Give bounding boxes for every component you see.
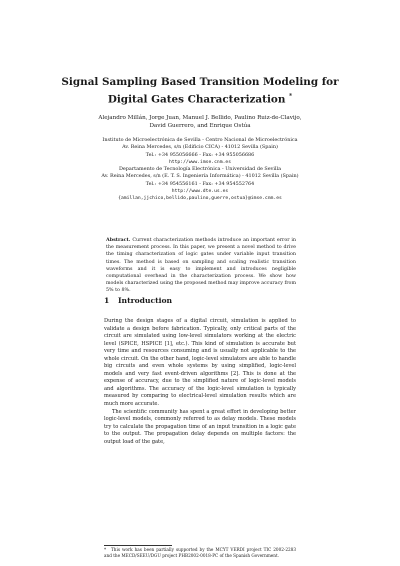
affiliations [40,137,360,203]
affiliation-url: http://www.imse.cnm.es [168,159,232,165]
footnote-text: This work has been partially supported by the MCYT VERDI project TIC 2002-2283 and the MECD/SEEU/DGU project PHB2002-0018-PC of the Spanish Government. [104,547,296,558]
affiliation-line: Departamento de Tecnología Electrónica - Universidad de Sevilla [118,166,282,173]
affiliation-url: http://www.dte.us.es [171,189,229,195]
abstract-label: Abstract. [106,237,131,243]
footnote-rule [104,545,172,546]
authors-line-1: Alejandro Millán, Jorge Juan, Manuel J. Bellido, Paulino Ruiz-de-Clavijo, [98,115,302,121]
author-list [40,115,360,130]
affiliation-line: Instituto de Microelectrónica de Sevilla - Centro Nacional de Microelectrónica [102,137,298,143]
affiliation-line: Av. Reina Mercedes, s/n (Edificio CICA) - 41012 Sevilla (Spain) [122,144,278,151]
section-number: 1 [104,296,110,305]
author-emails: {amillan,jjchico,bellido,paulino,guerre,ostua}@imse.cnm.es [118,196,282,202]
section-title: Introduction [118,296,173,305]
title-line-2-text: Digital Gates Characterization [107,92,286,105]
footnote [104,547,296,559]
footnote-mark: * [104,547,107,552]
abstract [106,237,296,295]
paper-title [60,76,340,106]
affiliation-line: Av. Reina Mercedes, s/n (E. T. S. Ingeniería Informática) - 41012 Sevilla (Spain) [101,173,299,180]
body-paragraph: The scientific community has spent a great effort in developing better logic-level models, commonly referred to as delay models. These models try to calculate the propagation time of an input transition in a logic gate to the output. The propagation delay depends on multiple factors: the output load of the gate, [104,408,296,445]
affiliation-line: Tel.: +34 955056666 - Fax: +34 955056686 [145,151,255,158]
authors-line-2: David Guerrero, and Enrique Ostúa [149,122,251,129]
section-heading [104,296,304,306]
affiliation-line: Tel.: +34 954556161 - Fax: +34 954552764 [145,180,255,187]
title-footnote-mark: * [289,92,293,100]
title-line-2 [60,90,340,107]
introduction-body [104,318,296,446]
abstract-text: Current characterization methods introduce an important error in the measurement process. In this paper, we present a novel method to drive the timing characterization of logic gates under variable input transition times. The method is based on sampling and scaling realistic transition waveforms and it is easy to implement and introduces negligible computational overhead in the characterization process. We show how models characterized using the proposed method may improve accuracy from 5% to 8%. [106,238,296,294]
body-paragraph: During the design stages of a digital circuit, simulation is applied to validate a design before fabrication. Typically, only critical parts of the circuit are simulated using low-level simulators working at the electric level (SPICE, HSPICE [1], etc.). This kind of simulation is accurate but very time and resources consuming and is usually not applicable to the whole circuit. On the other hand, logic-level simulators are able to handle big circuits and even whole systems by using simplified, logic-level models and very fast event-driven algorithms [2]. This is done at the expense of accuracy, due to the simplified nature of logic-level models and algorithms. The accuracy of the logic-level simulation is typically measured by comparing to electrical-level simulation results which are much more accurate. [104,318,296,408]
title-line-1: Signal Sampling Based Transition Modeling for [61,76,339,88]
